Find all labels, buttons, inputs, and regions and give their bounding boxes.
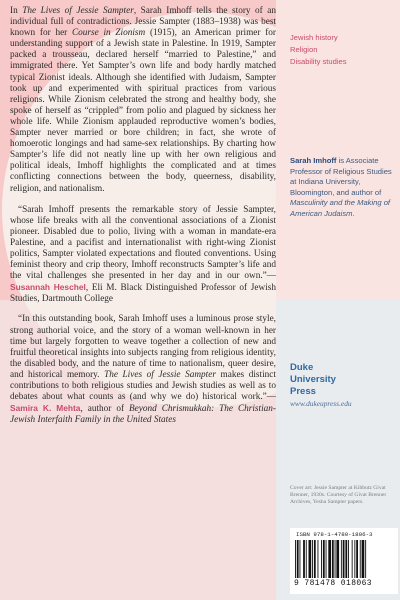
barcode-stripe (354, 540, 355, 578)
cover-credit: Cover art: Jessie Sampter at Kibbutz Givat Brenner, 1930s. Courtesy of Givat Brenner Archives, Yesha Sampter papers. (290, 485, 387, 505)
barcode-stripe (356, 540, 358, 578)
barcode-stripe (321, 540, 322, 578)
barcode-digits: 9 781478 018063 (294, 579, 373, 588)
barcode-stripe (332, 540, 334, 578)
barcode-stripe (328, 540, 331, 578)
description-paragraph: In The Lives of Jessie Sampter, Sarah Imhoff tells the story of an individual full of contradictions. Jessie Sampter (1883–1938) was best known for her Course in Zionism (1915), an American primer for understanding support of a Jewish state in Palestine. In 1919, Sampter packed a trousseau, declared herself “married to Palestine,” and immigrated there. Yet Sampter’s own life and body hardly matched typical Zionist ideals. Although she identified with Judaism, Sampter took up and experimented with spiritual practices from various religions. While Zionism celebrated the strong and healthy body, she spoke of herself as “crippled” from polio and plagued by sickness her whole life. While Zionism applauded reproductive women’s bodies, Sampter never married or bore children; in fact, she wrote of homoerotic longings and had same-sex relationships. By charting how Sampter’s life did not neatly line up with her own religious and political ideals, Imhoff highlights the complicated and at times conflicting connections between the body, queerness, disability, religion, and nationalism. (10, 6, 277, 194)
barcode-bars (295, 540, 393, 578)
barcode-stripe (295, 540, 296, 578)
barcode (290, 528, 398, 594)
barcode-stripe (341, 540, 342, 578)
subject-item: Disability studies (290, 57, 347, 66)
main-column (10, 6, 276, 435)
barcode-stripe (343, 540, 345, 578)
barcode-stripe (348, 540, 349, 578)
barcode-stripe (318, 540, 319, 578)
subject-item: Religion (290, 45, 318, 54)
author-bio: Sarah Imhoff is Associate Professor of Religious Studies at Indiana University, Bloomington, and author of Masculinity and the Making of American Judaism. (290, 156, 392, 218)
barcode-stripe (306, 540, 307, 578)
barcode-stripe (365, 540, 366, 578)
barcode-stripe (326, 540, 327, 578)
blurb-mehta: “In this outstanding book, Sarah Imhoff uses a luminous prose style, strong authorial voice, and the story of a woman well-known in her time but largely forgotten to weave together a collection of new and fruitful theoretical insights into subjects ranging from religious identity, the disabled body, and the nature of time to nationalism, queer desire, and historical memory. The Lives of Jessie Sampter makes distinct contributions to both religious studies and Jewish studies as well as to debates about what counts as (and why we do) historical work.”—Samira K. Mehta, author of Beyond Chrismukkah: The Christian-Jewish Interfaith Family in the United States (10, 314, 276, 426)
barcode-stripe (312, 540, 313, 578)
barcode-stripe (335, 540, 336, 578)
barcode-stripe (300, 540, 301, 578)
barcode-stripe (362, 540, 365, 578)
barcode-stripe (352, 540, 353, 578)
publisher-url: www.dukeupress.edu (290, 399, 352, 408)
barcode-stripe (303, 540, 305, 578)
subject-list (290, 32, 394, 68)
barcode-stripe (345, 540, 347, 578)
blurb-author: Susannah Heschel (10, 282, 86, 293)
barcode-stripe (309, 540, 312, 578)
barcode-stripe (314, 540, 316, 578)
barcode-stripe (297, 540, 299, 578)
subject-item: Jewish history (290, 33, 338, 42)
barcode-stripe (323, 540, 325, 578)
blurb-author: Samira K. Mehta (10, 403, 81, 414)
blurb-heschel: “Sarah Imhoff presents the remarkable story of Jessie Sampter, whose life breaks with all the conventional associations of a Zionist pioneer. Disabled due to polio, living with a woman in mandate-era Palestine, and a pacifist and internationalist with right-wing Zionist politics, Sampter violated expectations and flouted conventions. Using feminist theory and crip theory, Imhoff reconstructs Sampter’s life and the vital challenges she presented in her day and in our own.”—Susannah Heschel, Eli M. Black Distinguished Professor of Jewish Studies, Dartmouth College (10, 204, 276, 305)
barcode-stripe (360, 540, 361, 578)
isbn-text: ISBN 978-1-4780-1806-3 (296, 531, 373, 538)
publisher-logo: Duke University Press www.dukeupress.edu (290, 362, 394, 410)
barcode-stripe (336, 540, 339, 578)
